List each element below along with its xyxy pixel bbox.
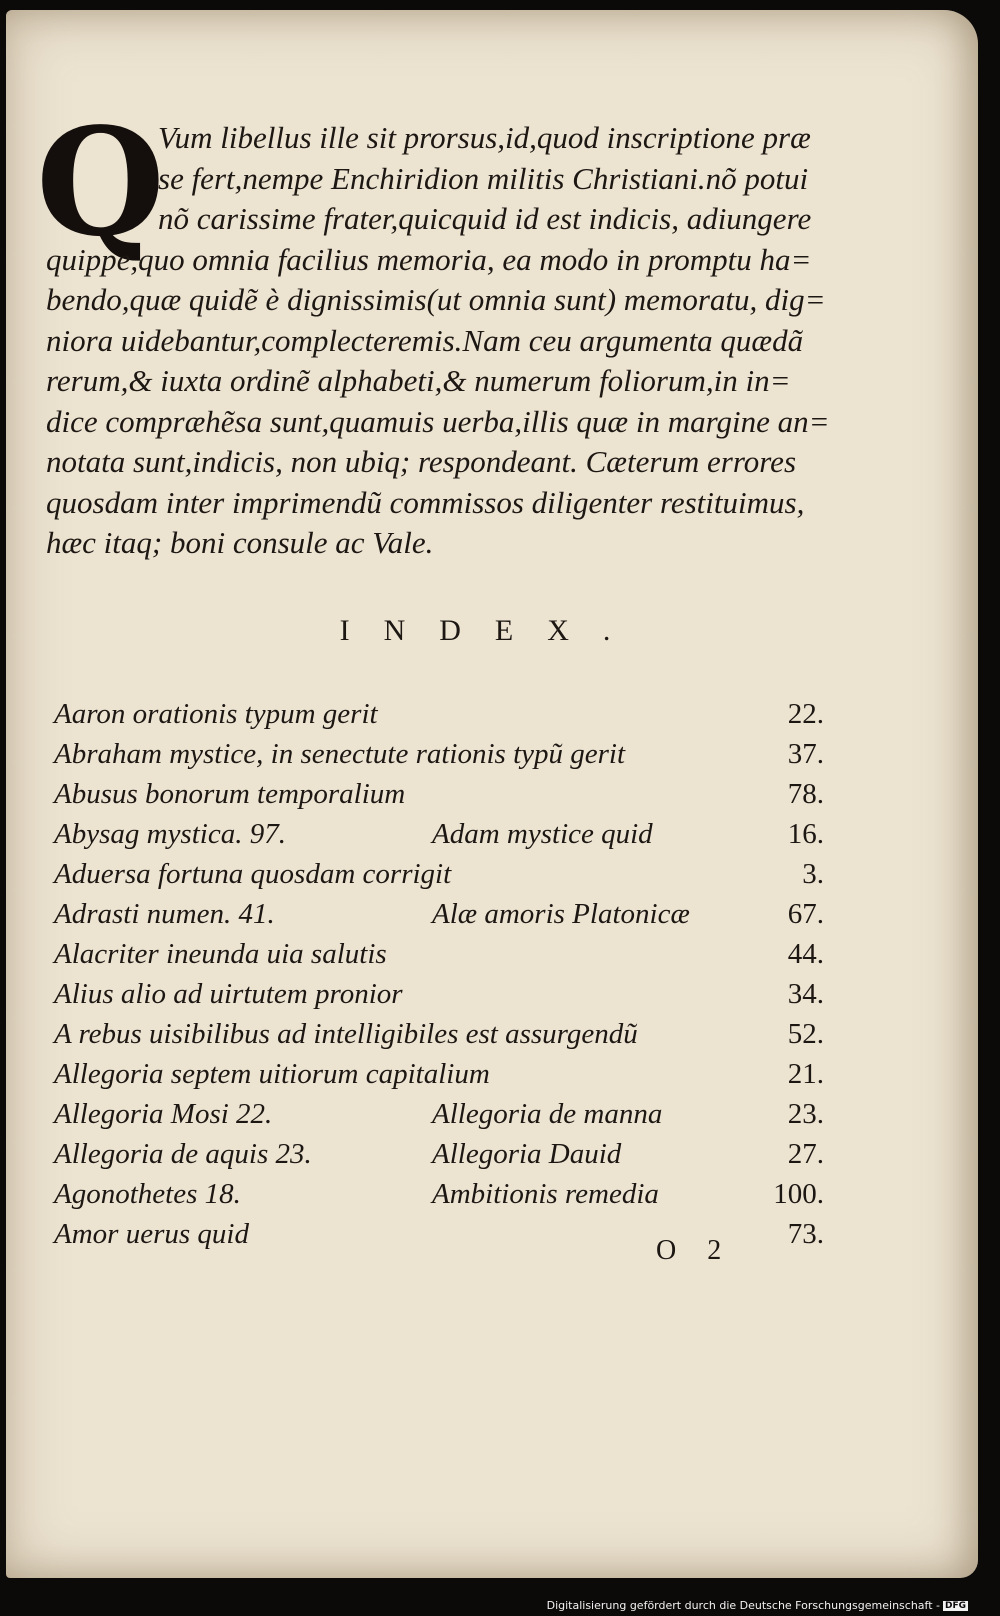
- entry-text: Adrasti numen. 41.: [54, 898, 275, 930]
- entry-text: Aaron orationis typum gerit: [54, 698, 378, 730]
- entry-text: Agonothetes 18.: [54, 1178, 241, 1210]
- entry-page-number: 23.: [787, 1098, 824, 1130]
- index-entry: [54, 698, 824, 738]
- entry-text: Alacriter ineunda uia salutis: [54, 938, 387, 970]
- entry-text: Alius alio ad uirtutem pronior: [54, 978, 403, 1010]
- entry-text: Aduersa fortuna quosdam corrigit: [54, 858, 452, 890]
- entry-text: Abusus bonorum temporalium: [54, 778, 406, 810]
- index-entry: [54, 1098, 824, 1138]
- preface-line: dice compræhẽsa sunt,quamuis uerba,illis quæ in margine an=: [46, 403, 830, 439]
- entry-page-number: 67.: [787, 898, 824, 930]
- drop-cap-initial: Q: [36, 95, 165, 269]
- index-entry: [54, 858, 824, 898]
- index-heading: INDEX.: [339, 614, 645, 647]
- entry-page-number: 3.: [802, 858, 824, 890]
- index-entry: [54, 738, 824, 778]
- preface-line: notata sunt,indicis, non ubiq; respondeant. Cæterum errores: [46, 444, 797, 479]
- entry-page-number: 78.: [787, 778, 824, 810]
- entry-page-number: 100.: [773, 1178, 824, 1210]
- entry-text: Allegoria Mosi 22.: [54, 1098, 273, 1130]
- signature-mark: O 2: [656, 1235, 734, 1266]
- index-entry: [54, 1138, 824, 1178]
- preface-paragraph: [46, 118, 830, 564]
- entry-text: Amor uerus quid: [54, 1218, 249, 1250]
- index-entry: [54, 898, 824, 938]
- index-entry: [54, 1058, 824, 1098]
- entry-page-number: 21.: [787, 1058, 824, 1090]
- entry-text: Allegoria de aquis 23.: [54, 1138, 312, 1170]
- index-entry: [54, 978, 824, 1018]
- entry-page-number: 22.: [787, 698, 824, 730]
- entry-page-number: 16.: [787, 818, 824, 850]
- entry-text-second: Allegoria de manna: [432, 1098, 663, 1130]
- entry-text-second: Alæ amoris Platonicæ: [432, 898, 690, 930]
- entry-page-number: 44.: [787, 938, 824, 970]
- entry-page-number: 27.: [787, 1138, 824, 1170]
- book-page: [6, 10, 978, 1578]
- entry-text: Abraham mystice, in senectute rationis typũ gerit: [54, 738, 626, 770]
- index-list: [54, 698, 824, 1258]
- preface-line: quippe,quo omnia facilius memoria, ea modo in promptu ha=: [46, 241, 812, 277]
- preface-line: hæc itaq; boni consule ac Vale.: [46, 525, 434, 560]
- credit-text: Digitalisierung gefördert durch die Deutsche Forschungsgemeinschaft -: [546, 1599, 940, 1612]
- entry-text: Allegoria septem uitiorum capitalium: [54, 1058, 490, 1090]
- index-entry: [54, 1178, 824, 1218]
- entry-text-second: Ambitionis remedia: [432, 1178, 659, 1210]
- preface-line: Vum libellus ille sit prorsus,id,quod inscriptione præ: [158, 120, 811, 155]
- preface-line: bendo,quæ quidẽ è dignissimis(ut omnia sunt) memoratu, dig=: [46, 282, 826, 317]
- index-entry: [54, 778, 824, 818]
- entry-page-number: 34.: [787, 978, 824, 1010]
- preface-line: se fert,nempe Enchiridion militis Christiani.nõ potui: [158, 160, 809, 196]
- index-entry: [54, 1018, 824, 1058]
- entry-text: Abysag mystica. 97.: [54, 818, 286, 850]
- index-entry: [54, 818, 824, 858]
- preface-line: niora uidebantur,complecteremis.Nam ceu argumenta quædã: [46, 322, 804, 358]
- entry-page-number: 73.: [787, 1218, 824, 1250]
- dfg-logo-icon: DFG: [944, 1601, 966, 1611]
- preface-line: nõ carissime frater,quicquid id est indicis, adiungere: [158, 201, 812, 236]
- entry-text: A rebus uisibilibus ad intelligibiles est assurgendũ: [54, 1018, 638, 1050]
- entry-text-second: Allegoria Dauid: [432, 1138, 622, 1170]
- preface-line: quosdam inter imprimendũ commissos diligenter restituimus,: [46, 484, 805, 520]
- index-entry: [54, 938, 824, 978]
- digitization-credit: [547, 1599, 968, 1612]
- entry-page-number: 37.: [787, 738, 824, 770]
- entry-page-number: 52.: [787, 1018, 824, 1050]
- preface-line: rerum,& iuxta ordinẽ alphabeti,& numerum foliorum,in in=: [46, 363, 791, 398]
- entry-text-second: Adam mystice quid: [432, 818, 653, 850]
